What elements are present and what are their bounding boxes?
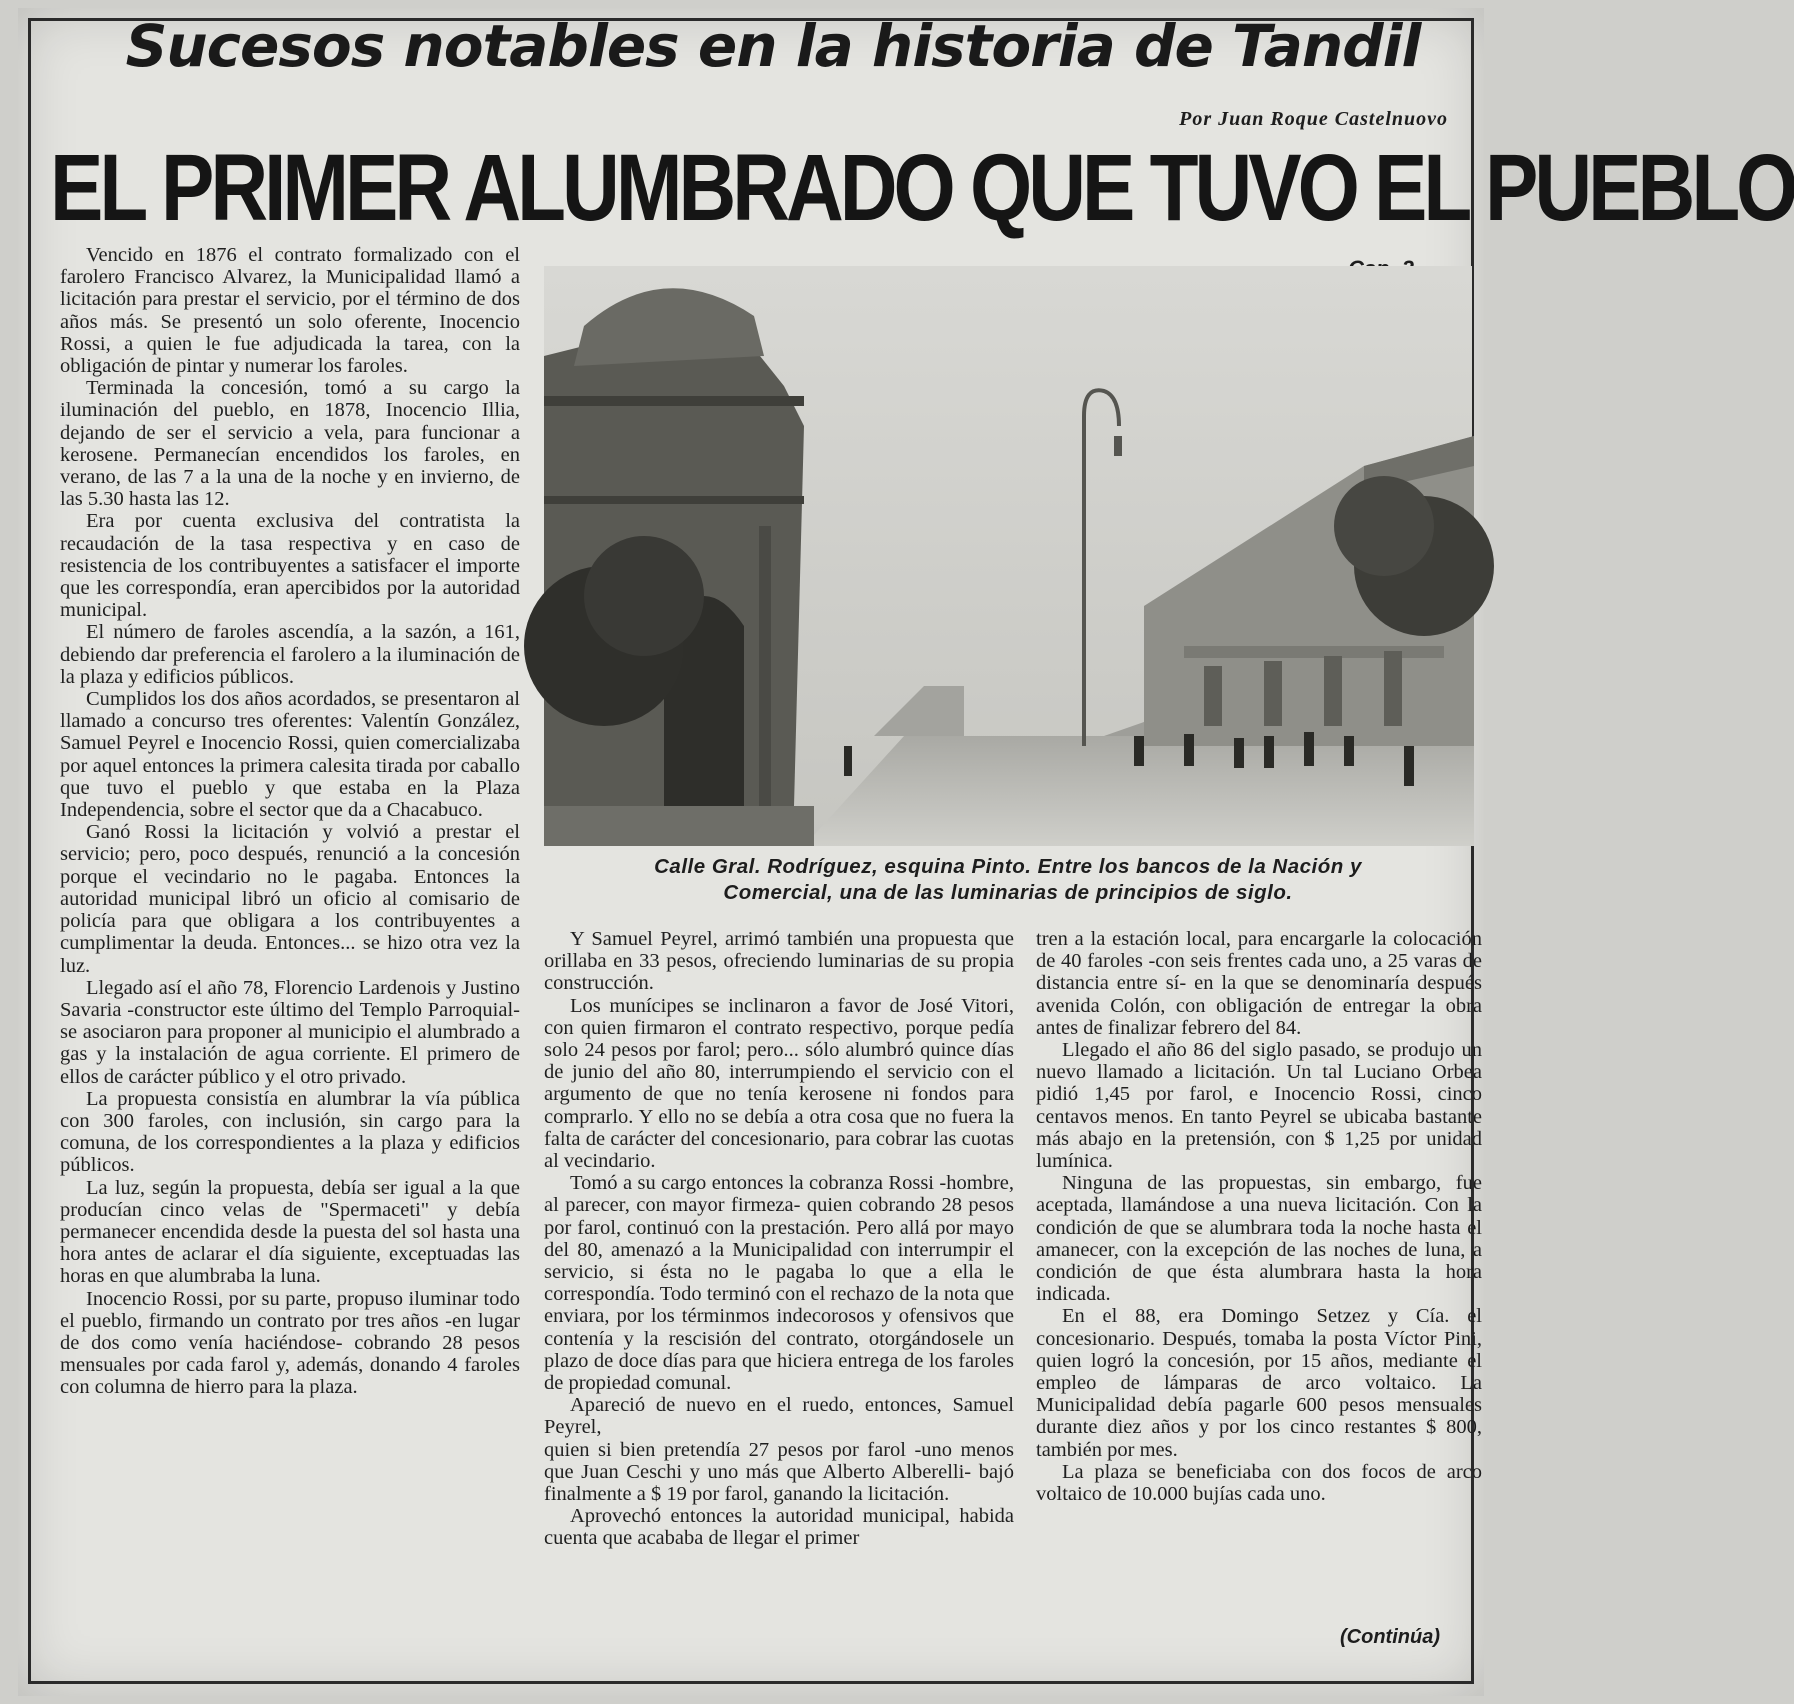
paragraph: Ganó Rossi la licitación y volvió a prestar el servicio; pero, poco después, renunció a la concesión porque el vecindario no le pagaba. Entonces la autoridad municipal libró un oficio al comisario de policía para que obligara a los contribuyentes a cumplimentar la deuda. Entonces... se hizo otra vez la luz.: [60, 821, 520, 977]
street-photo: [544, 266, 1472, 846]
paragraph: Y Samuel Peyrel, arrimó también una propuesta que orillaba en 33 pesos, ofreciendo luminarias de su propia construcción.: [544, 928, 1014, 995]
paragraph: Terminada la concesión, tomó a su cargo la iluminación del pueblo, en 1878, Inocencio Illia, dejando de ser el servicio a vela, para funcionar a kerosene. Permanecían encendidos los faroles, en verano, de las 7 a la una de la noche y en invierno, de las 5.30 hasta las 12.: [60, 377, 520, 511]
paragraph: Apareció de nuevo en el ruedo, entonces, Samuel Peyrel,: [544, 1394, 1014, 1439]
paragraph: Era por cuenta exclusiva del contratista la recaudación de la tasa respectiva y en caso de resistencia de los contribuyentes a satisfacer el importe que les correspondía, eran apercibidos por la autoridad municipal.: [60, 510, 520, 622]
paragraph: Cumplidos los dos años acordados, se presentaron al llamado a concurso tres oferentes: Valentín González, Samuel Peyrel e Inocencio Rossi, quien comercializaba por aquel entonces la primera calesita tirada por caballo que tuvo el pueblo y que estaba en la Plaza Independencia, sobre el sector que da a Chacabuco.: [60, 688, 520, 822]
paragraph: Llegado así el año 78, Florencio Lardenois y Justino Savaria -constructor este último del Templo Parroquial- se asociaron para proponer al municipio el alumbrado a gas y la instalación de agua corriente. El primero de ellos de carácter público y el otro privado.: [60, 976, 520, 1088]
paragraph: La luz, según la propuesta, debía ser igual a la que producían cinco velas de "Spermaceti" y debía permanecer encendida desde la puesta del sol hasta una hora antes de aclarar el día siguiente, exceptuadas las horas en que alumbraba la luna.: [60, 1176, 520, 1288]
headline: EL PRIMER ALUMBRADO QUE TUVO EL PUEBLO: [50, 135, 1794, 241]
paragraph: Tomó a su cargo entonces la cobranza Rossi -hombre, al parecer, con mayor firmeza- quien cobrando 28 pesos por farol, continuó con la prestación. Pero allá por mayo del 80, amenazó a la Municipalidad con interrumpir el servicio, si ésta no le pagaba lo que a ella le correspondía. Todo terminó con el rechazo de la nota que enviara, por los términmos indecorosos y ofensivos que contenía y la rescisión del contrato, otorgándosele un plazo de doce días para que hiciera entrega de los faroles de propiedad comunal.: [544, 1172, 1014, 1395]
continued-label: (Continúa): [1340, 1626, 1440, 1648]
paragraph: La plaza se beneficiaba con dos focos de arco voltaico de 10.000 bujías cada uno.: [1036, 1460, 1482, 1506]
column-1: [60, 244, 520, 1399]
caption-line: Calle Gral. Rodríguez, esquina Pinto. Entre los bancos de la Nación y: [654, 855, 1362, 878]
column-2: [544, 928, 1014, 1550]
newspaper-page: [18, 8, 1794, 1696]
paragraph: quien si bien pretendía 27 pesos por farol -uno menos que Juan Ceschi y uno más que Alberto Alberelli- bajó finalmente a $ 19 por farol, ganando la licitación.: [544, 1438, 1014, 1506]
paragraph: Aprovechó entonces la autoridad municipal, habida cuenta que acababa de llegar el primer: [544, 1505, 1014, 1550]
paragraph: tren a la estación local, para encargarle la colocación de 40 faroles -con seis frentes cada uno, a 25 varas de distancia entre sí- en la que se denominaría después avenida Colón, con obligación de entregar la obra antes de finalizar febrero del 84.: [1036, 928, 1482, 1039]
column-3: [1036, 928, 1482, 1505]
caption-line: Comercial, una de las luminarias de principios de siglo.: [723, 881, 1293, 904]
paragraph: Los munícipes se inclinaron a favor de José Vitori, con quien firmaron el contrato respectivo, porque pedía solo 24 pesos por farol; pero... sólo alumbró quince días de junio del año 80, interrumpiendo el servicio con el argumento de que no tenía kerosene ni fondos para comprarlo. Y ello no se debía a otra cosa que no fuera la falta de carácter del concesionario, para cobrar las cuotas al vecindario.: [544, 994, 1014, 1173]
paragraph: La propuesta consistía en alumbrar la vía pública con 300 faroles, con inclusión, sin cargo para la comuna, de los correspondientes a la plaza y edificios públicos.: [60, 1087, 520, 1177]
paragraph: Ninguna de las propuestas, sin embargo, fue aceptada, llamándose a una nueva licitación. Con la condición de que se alumbrara toda la noche hasta el amanecer, con la excepción de las noches de luna, a condición de que ésta alumbrara hasta la hora indicada.: [1036, 1172, 1482, 1306]
paragraph: En el 88, era Domingo Setzez y Cía. el concesionario. Después, tomaba la posta Víctor Pini, quien logró la concesión, por 15 años, mediante el empleo de lámparas de arco voltaico. La Municipalidad debía pagarle 600 pesos mensuales durante diez años y por los cinco restantes $ 800, también por mes.: [1036, 1305, 1482, 1461]
paragraph: Llegado el año 86 del siglo pasado, se produjo un nuevo llamado a licitación. Un tal Luciano Orbea pidió 1,45 por farol, e Inocencio Rossi, cinco centavos menos. En tanto Peyrel se ubicaba bastante más abajo en la pretensión, con $ 1,25 por unidad lumínica.: [1036, 1039, 1482, 1173]
photo-caption: [544, 854, 1472, 906]
paragraph: Inocencio Rossi, por su parte, propuso iluminar todo el pueblo, firmando un contrato por tres años -en lugar de dos como venía haciéndose- cobrando 28 pesos mensuales por cada farol y, además, donando 4 faroles con columna de hierro para la plaza.: [60, 1287, 520, 1399]
byline: Por Juan Roque Castelnuovo: [1179, 108, 1448, 130]
paragraph: Vencido en 1876 el contrato formalizado con el farolero Francisco Alvarez, la Municipalidad llamó a licitación para prestar el servicio, por el término de dos años más. Se presentó un solo oferente, Inocencio Rossi, a quien le fue adjudicada la tarea, con la obligación de pintar y numerar los faroles.: [60, 244, 520, 378]
paragraph: El número de faroles ascendía, a la sazón, a 161, debiendo dar preferencia el farolero a la iluminación de la plaza y edificios públicos.: [60, 621, 520, 688]
series-title: Sucesos notables en la historia de Tandil: [125, 12, 1421, 80]
